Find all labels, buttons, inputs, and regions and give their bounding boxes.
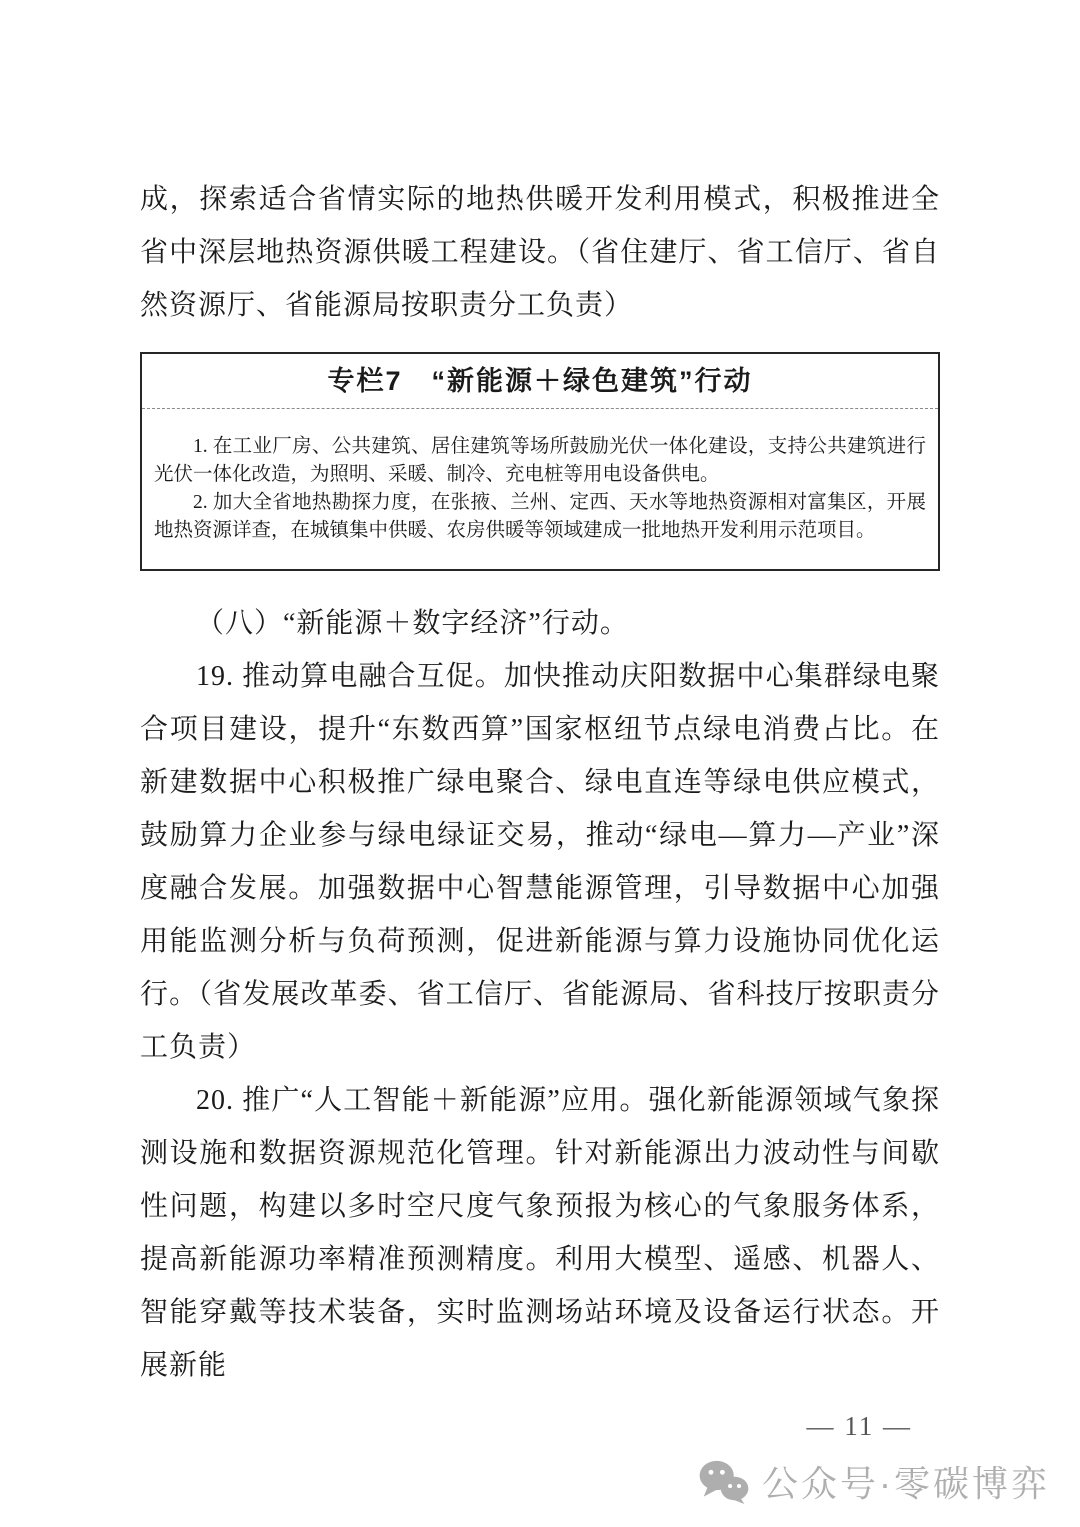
box-item-1: 1. 在工业厂房、公共建筑、居住建筑等场所鼓励光伏一体化建设，支持公共建筑进行光伏一体化改造，为照明、采暖、制冷、充电桩等用电设备供电。 [154,436,926,485]
watermark [698,1456,1050,1507]
paragraph-19: 19. 推动算电融合互促。加快推动庆阳数据中心集群绿电聚合项目建设，提升“东数西算”国家枢纽节点绿电消费占比。在新建数据中心积极推广绿电聚合、绿电直连等绿电供应模式，鼓励算力企业参与绿电绿证交易，推动“绿电—算力—产业”深度融合发展。加强数据中心智慧能源管理，引导数据中心加强用能监测分析与负荷预测，促进新能源与算力设施协同优化运行。（省发展改革委、省工信厅、省能源局、省科技厅按职责分工负责） [140,661,940,1063]
section-heading-8: （八）“新能源＋数字经济”行动。 [196,608,629,639]
paragraph-20: 20. 推广“人工智能＋新能源”应用。强化新能源领域气象探测设施和数据资源规范化管理。针对新能源出力波动性与间歇性问题，构建以多时空尺度气象预报为核心的气象服务体系，提高新能源功率精准预测精度。利用大模型、遥感、机器人、智能穿戴等技术装备，实时监测场站环境及设备运行状态。开展新能 [140,1085,940,1381]
wechat-icon [698,1459,750,1505]
box-item-2: 2. 加大全省地热勘探力度，在张掖、兰州、定西、天水等地热资源相对富集区，开展地热资源详查，在城镇集中供暖、农房供暖等领域建成一批地热开发利用示范项目。 [154,492,926,541]
box-title: 专栏7 “新能源＋绿色建筑”行动 [142,354,938,409]
page-number: — 11 — [806,1411,912,1441]
watermark-label: 公众号·零碳博弈 [762,1463,1050,1504]
box-column-7 [140,352,940,571]
paragraph-continuation: 成，探索适合省情实际的地热供暖开发利用模式，积极推进全省中深层地热资源供暖工程建设。（省住建厅、省工信厅、省自然资源厅、省能源局按职责分工负责） [140,184,940,321]
box-body [142,409,938,569]
document-content [140,0,940,1452]
